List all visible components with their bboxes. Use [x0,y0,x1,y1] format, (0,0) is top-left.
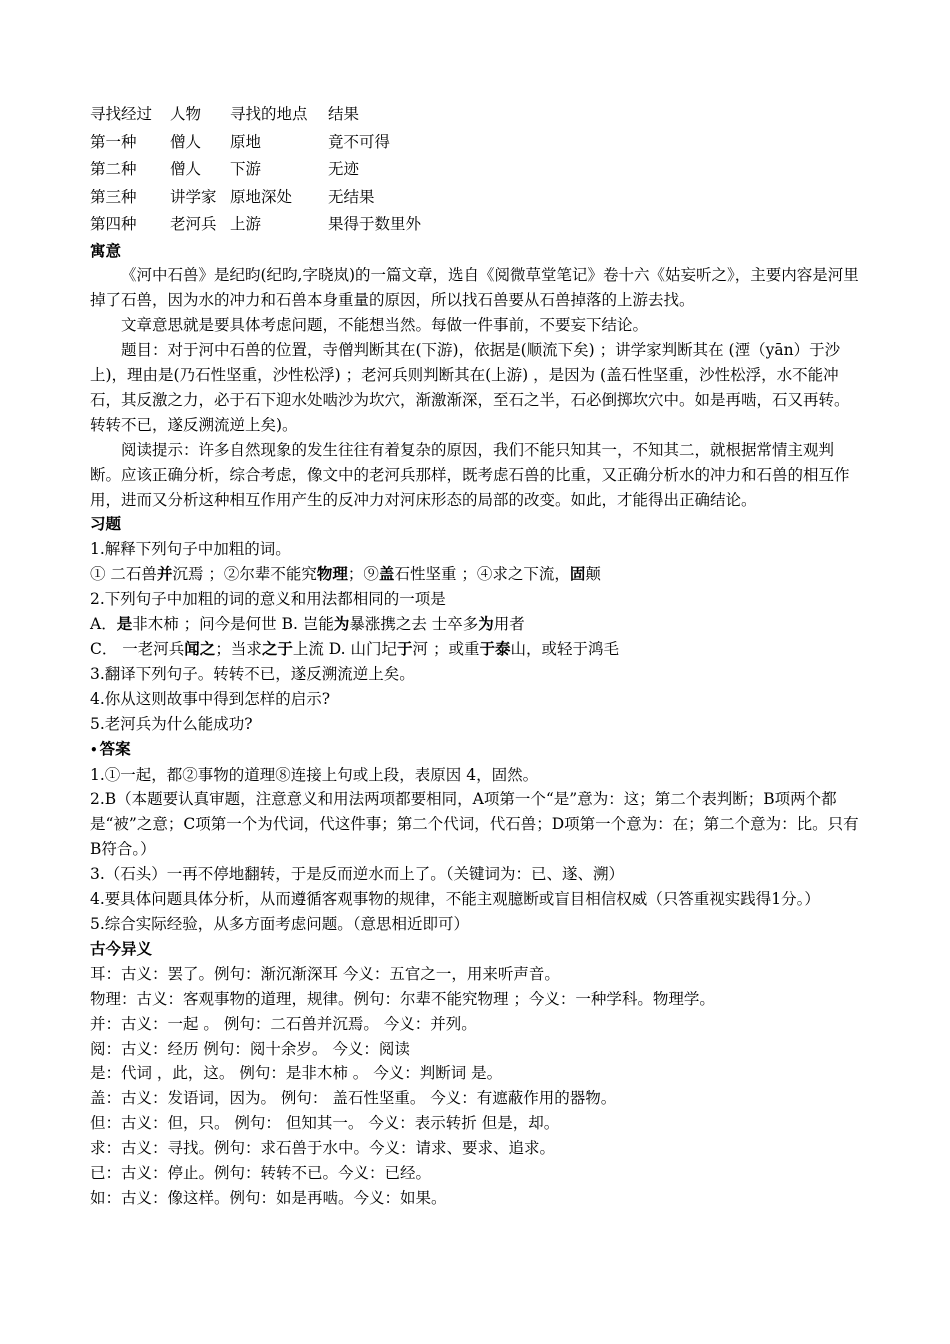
bold-word: 为 [333,615,350,634]
table-cell: 无迹 [328,160,360,178]
table-cell: 第四种 [90,215,137,233]
question-options-ab [90,612,860,637]
question-items [90,562,860,587]
list-item: 物理：古义：客观事物的道理，规律。例句：尔辈不能究物理 ；今义：一种学科。物理学。 [90,989,715,1008]
table-cell: 原地 [230,132,262,151]
text: 用者 [493,615,525,634]
text: 颠 [585,565,601,584]
list-item: 盖：古义：发语词，因为。 例句： 盖石性坚重。 今义：有遮蔽作用的器物。 [90,1089,617,1108]
table-cell: 上游 [230,215,262,233]
moral-paragraph: 文章意思就是要具体考虑问题，不能想当然。每做一件事前，不要妄下结论。 [121,316,649,335]
question-options-cd [90,637,860,662]
document-page [90,101,860,1211]
table-cell: 无结果 [328,187,375,206]
table-header [90,101,860,129]
text: 上流 D. 山门圮 [292,640,397,658]
bold-word: 固 [569,565,586,584]
question: 1.解释下列句子中加粗的词。 [90,540,291,559]
table-cell: 果得于数里外 [328,215,422,233]
bold-word: 闻之 [184,640,216,658]
bold-word: 并 [156,565,173,584]
exercises-heading: 习题 [90,515,122,534]
text: 暴涨携之去 士卒多 [349,615,479,634]
answers-heading-text: 答案 [99,739,131,758]
list-item: 是：代词 ，此，这。 例句：是非木柿 。 今义：判断词 是。 [90,1064,503,1083]
text: C． 一老河兵 [90,640,185,658]
list-item: 已：古义：停止。例句：转转不已。今义：已经。 [90,1164,432,1183]
table-cell: 下游 [230,160,262,178]
text: ；当求 [215,640,262,658]
table-row [90,156,860,184]
answer: 2.B（本题要认真审题，注意意义和用法两项都要相同，A项第一个“是”意为：这；第二个表判断；B项两个都是“被”之意；C项第一个为代词，代这件事；第二个代词，代石兽；D项第一个意为：在；第二个意为：比。只有B符合。） [90,790,859,859]
text: 石性坚重 ；④求之下流， [394,565,570,584]
bold-word: 于 [397,640,413,658]
bold-word: 是 [116,615,133,634]
answer: 3.（石头）一再不停地翻转，于是反而逆水而上了。（关键词为：已、遂、溯） [90,865,625,884]
list-item: 求：古义：寻找。例句：求石兽于水中。今义：请求、要求、追求。 [90,1139,556,1158]
text: ；⑨ [347,565,379,584]
question: 4.你从这则故事中得到怎样的启示? [90,689,331,708]
text: 沉焉 ；②尔辈不能究 [172,565,317,584]
text: 河 ；或重 [412,640,480,658]
bold-word: 盖 [378,565,395,584]
question: 2.下列句子中加粗的词的意义和用法都相同的一项是 [90,590,446,609]
list-item: 但：古义：但，只。 例句： 但知其一。 今义：表示转折 但是，却。 [90,1114,560,1133]
bold-word: 为 [478,615,494,634]
table-cell: 人物 [170,105,202,123]
bold-word: 物理 [316,565,348,584]
answer: 4.要具体问题具体分析，从而遵循客观事物的规律，不能主观臆断或盲目相信权威（只答重视实践得1分。） [90,890,820,909]
text: 山，或轻于鸿毛 [510,640,619,658]
answer: 1.①一起，都②事物的道理⑧连接上句或上段，表原因 4，固然。 [90,765,539,784]
bold-word: 之于 [261,640,293,658]
moral-paragraph: 《河中石兽》是纪昀(纪昀,字晓岚)的一篇文章，选自《阅微草堂笔记》卷十六《姑妄听之》，主要内容是河里掉了石兽，因为水的冲力和石兽本身重量的原因，所以找石兽要从石兽掉落的上游去找。 [90,266,859,310]
list-item: 耳：古义：罢了。例句：渐沉渐深耳 今义：五官之一，用来听声音。 [90,964,560,983]
list-item: 如：古义：像这样。例句：如是再啮。今义：如果。 [90,1188,447,1207]
table-cell: 第一种 [90,132,137,151]
list-item: 并：古义：一起 。 例句：二石兽并沉焉。 今义：并列。 [90,1014,477,1033]
table-cell: 第三种 [90,187,137,206]
ancient-modern-heading: 古今异义 [90,939,153,958]
question: 3.翻译下列句子。转转不已，遂反溯流逆上矣。 [90,664,415,683]
text: ① 二石兽 [90,565,157,584]
table-cell: 寻找的地点 [230,105,308,123]
table-row [90,184,860,212]
question: 5.老河兵为什么能成功? [90,714,253,733]
table-cell: 僧人 [170,132,202,151]
table-cell: 原地深处 [230,187,293,206]
table-cell: 讲学家 [170,187,217,206]
list-item: 阅：古义：经历 例句：阅十余岁。 今义：阅读 [90,1039,410,1058]
table-cell: 竟不可得 [328,132,391,151]
table-row [90,129,860,157]
moral-heading: 寓意 [90,241,122,260]
answer: 5.综合实际经验，从多方面考虑问题。（意思相近即可） [90,914,470,933]
search-table [90,101,860,239]
table-cell: 僧人 [170,160,202,178]
text: 非木柿 ；问今是何世 B. 岂能 [132,615,334,634]
table-cell: 寻找经过 [90,105,153,123]
table-row [90,211,860,239]
table-cell: 第二种 [90,160,137,178]
table-cell: 结果 [328,105,360,123]
text: A． [90,615,117,634]
answers-heading [90,737,860,763]
moral-paragraph: 题目：对于河中石兽的位置，寺僧判断其在(下游)，依据是(顺流下矣) ；讲学家判断其在 (湮（yān）于沙上)，理由是(乃石性坚重，沙性松浮) ；老河兵则判断其在(上游) ，是因为 (盖石性坚重，沙性松浮，水不能冲石，其反激之力，必于石下迎水处啮沙为坎穴，渐激渐深，至石之半，石必倒掷坎穴中。如是再啮，石又再转。转转不已，遂反溯流逆上矣)。 [90,341,850,434]
bold-word: 于泰 [479,640,511,658]
bullet-icon: • [90,742,98,757]
table-cell: 老河兵 [170,215,217,233]
moral-paragraph: 阅读提示：许多自然现象的发生往往有着复杂的原因，我们不能只知其一，不知其二，就根据常情主观判断。应该正确分析，综合考虑，像文中的老河兵那样，既考虑石兽的比重，又正确分析水的冲力和石兽的相互作用，进而又分析这种相互作用产生的反冲力对河床形态的局部的改变。如此，才能得出正确结论。 [90,440,850,509]
